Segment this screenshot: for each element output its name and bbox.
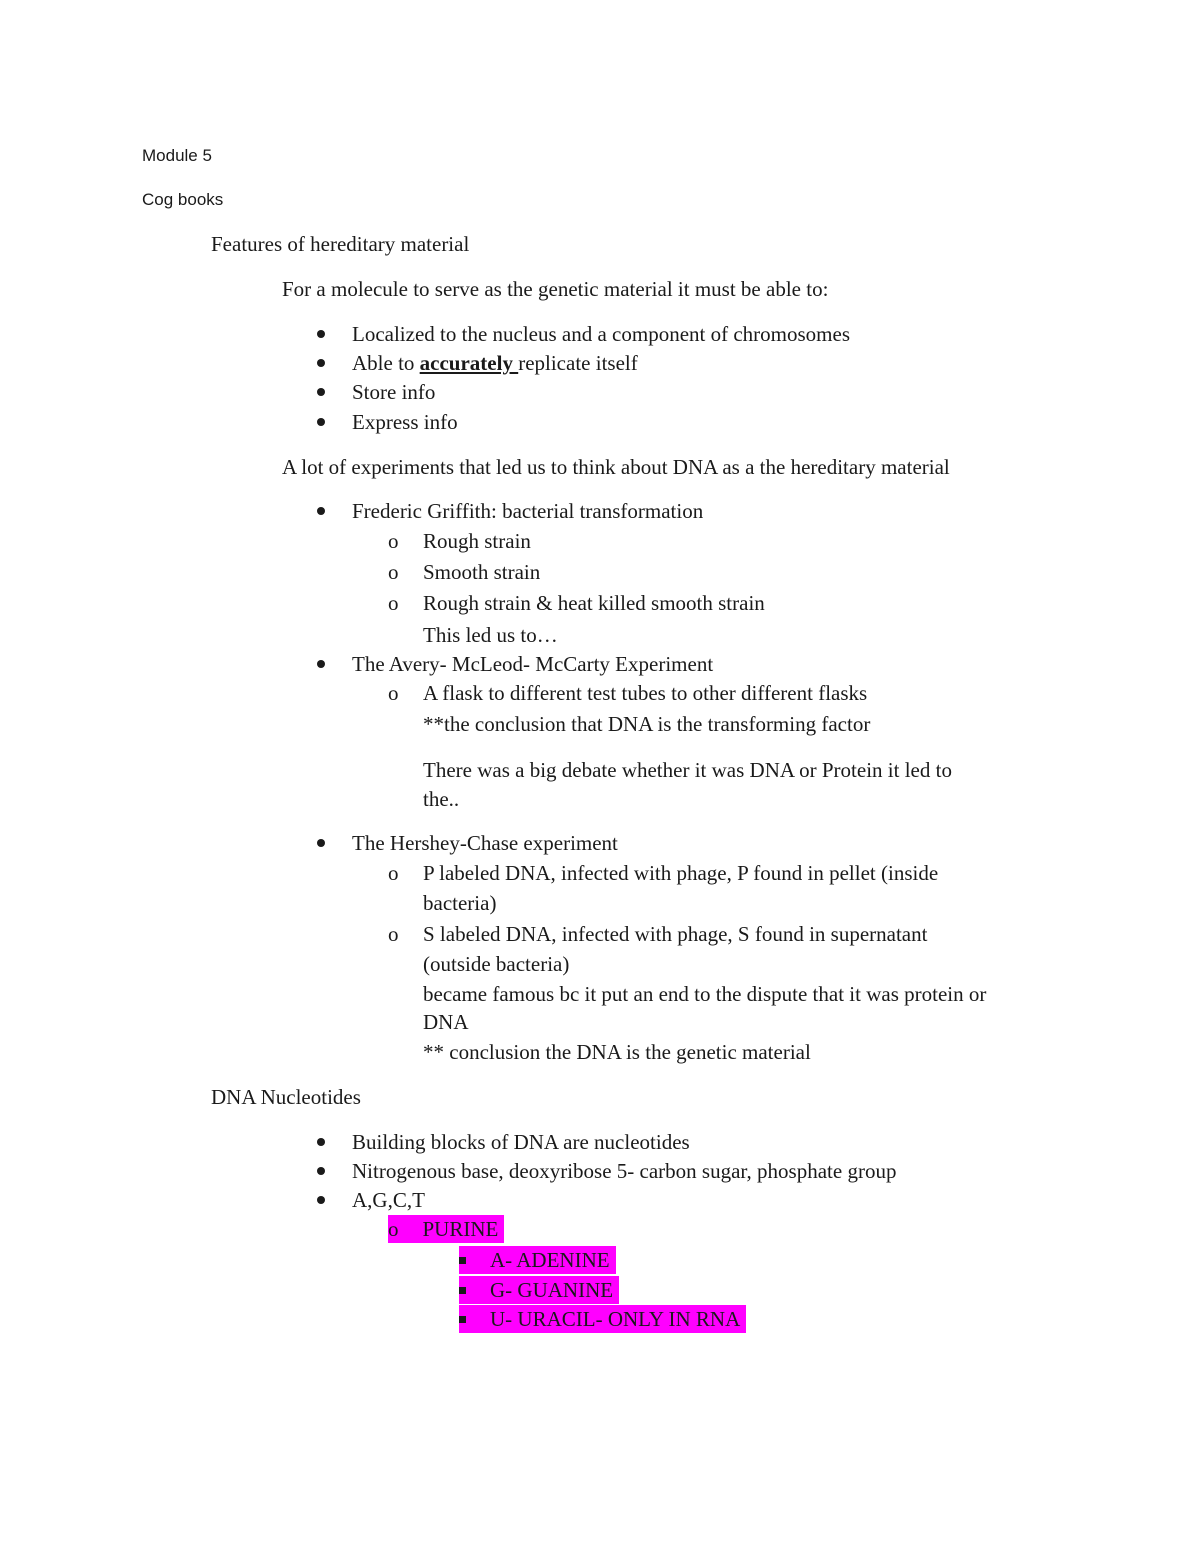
note-text: There was a big debate whether it was DNA or Protein it led to <box>423 758 952 782</box>
note-text: the.. <box>423 787 460 811</box>
purine-label: PURINE <box>422 1217 499 1241</box>
square-bullet-icon <box>459 1316 466 1323</box>
sub-item: P labeled DNA, infected with phage, P found in pellet (inside <box>423 861 939 885</box>
note-text: ** conclusion the DNA is the genetic material <box>423 1040 811 1064</box>
list-item <box>352 349 638 377</box>
note-text: DNA <box>423 1010 469 1034</box>
list-item: Store info <box>352 380 436 404</box>
subtitle: Cog books <box>142 190 224 209</box>
sub-item: Rough strain <box>423 529 531 553</box>
list-item: Localized to the nucleus and a component of chromosomes <box>352 322 851 346</box>
features-intro: For a molecule to serve as the genetic material it must be able to: <box>282 277 829 301</box>
bullet-icon <box>317 418 325 426</box>
circle-bullet-icon: o <box>388 1217 399 1241</box>
note-text: **the conclusion that DNA is the transforming factor <box>423 712 871 736</box>
sub-item: Smooth strain <box>423 560 541 584</box>
list-item: A,G,C,T <box>352 1188 425 1212</box>
bullet-icon <box>317 1138 325 1146</box>
circle-bullet-icon: o <box>388 681 399 705</box>
circle-bullet-icon: o <box>388 922 399 946</box>
module-title: Module 5 <box>142 146 212 165</box>
list-item-text: replicate itself <box>518 351 638 375</box>
section-heading-nucleotides: DNA Nucleotides <box>211 1085 361 1109</box>
circle-bullet-icon: o <box>388 560 399 584</box>
list-item-text: Able to <box>352 351 420 375</box>
base-item: U- URACIL- ONLY IN RNA <box>490 1307 741 1331</box>
sub-item: A flask to different test tubes to other different flasks <box>423 681 868 705</box>
purine-highlight <box>388 1215 504 1243</box>
experiments-intro: A lot of experiments that led us to think about DNA as a the hereditary material <box>282 455 950 479</box>
note-text: became famous bc it put an end to the dispute that it was protein or <box>423 982 987 1006</box>
base-item-highlight <box>459 1246 616 1274</box>
circle-bullet-icon: o <box>388 591 399 615</box>
sub-item: (outside bacteria) <box>423 952 570 976</box>
emphasis-accurately: accurately <box>419 351 519 375</box>
circle-bullet-icon: o <box>388 529 399 553</box>
sub-item: Rough strain & heat killed smooth strain <box>423 591 765 615</box>
list-item: Building blocks of DNA are nucleotides <box>352 1130 690 1154</box>
square-bullet-icon <box>459 1287 466 1294</box>
bullet-icon <box>317 507 325 515</box>
list-item: The Hershey-Chase experiment <box>352 831 618 855</box>
square-bullet-icon <box>459 1257 466 1264</box>
bullet-icon <box>317 388 325 396</box>
base-item-highlight <box>459 1305 746 1333</box>
bullet-icon <box>317 839 325 847</box>
bullet-icon <box>317 660 325 668</box>
list-item: Frederic Griffith: bacterial transformation <box>352 499 704 523</box>
circle-bullet-icon: o <box>388 861 399 885</box>
list-item: Express info <box>352 410 458 434</box>
base-item: A- ADENINE <box>490 1248 610 1272</box>
bullet-icon <box>317 359 325 367</box>
sub-item: bacteria) <box>423 891 497 915</box>
base-item-highlight <box>459 1276 619 1304</box>
bullet-icon <box>317 1196 325 1204</box>
bullet-icon <box>317 330 325 338</box>
note-text: This led us to… <box>423 623 558 647</box>
list-item: The Avery- McLeod- McCarty Experiment <box>352 652 714 676</box>
section-heading-features: Features of hereditary material <box>211 232 470 256</box>
base-item: G- GUANINE <box>490 1278 614 1302</box>
sub-item: S labeled DNA, infected with phage, S found in supernatant <box>423 922 928 946</box>
list-item: Nitrogenous base, deoxyribose 5- carbon sugar, phosphate group <box>352 1159 897 1183</box>
bullet-icon <box>317 1167 325 1175</box>
